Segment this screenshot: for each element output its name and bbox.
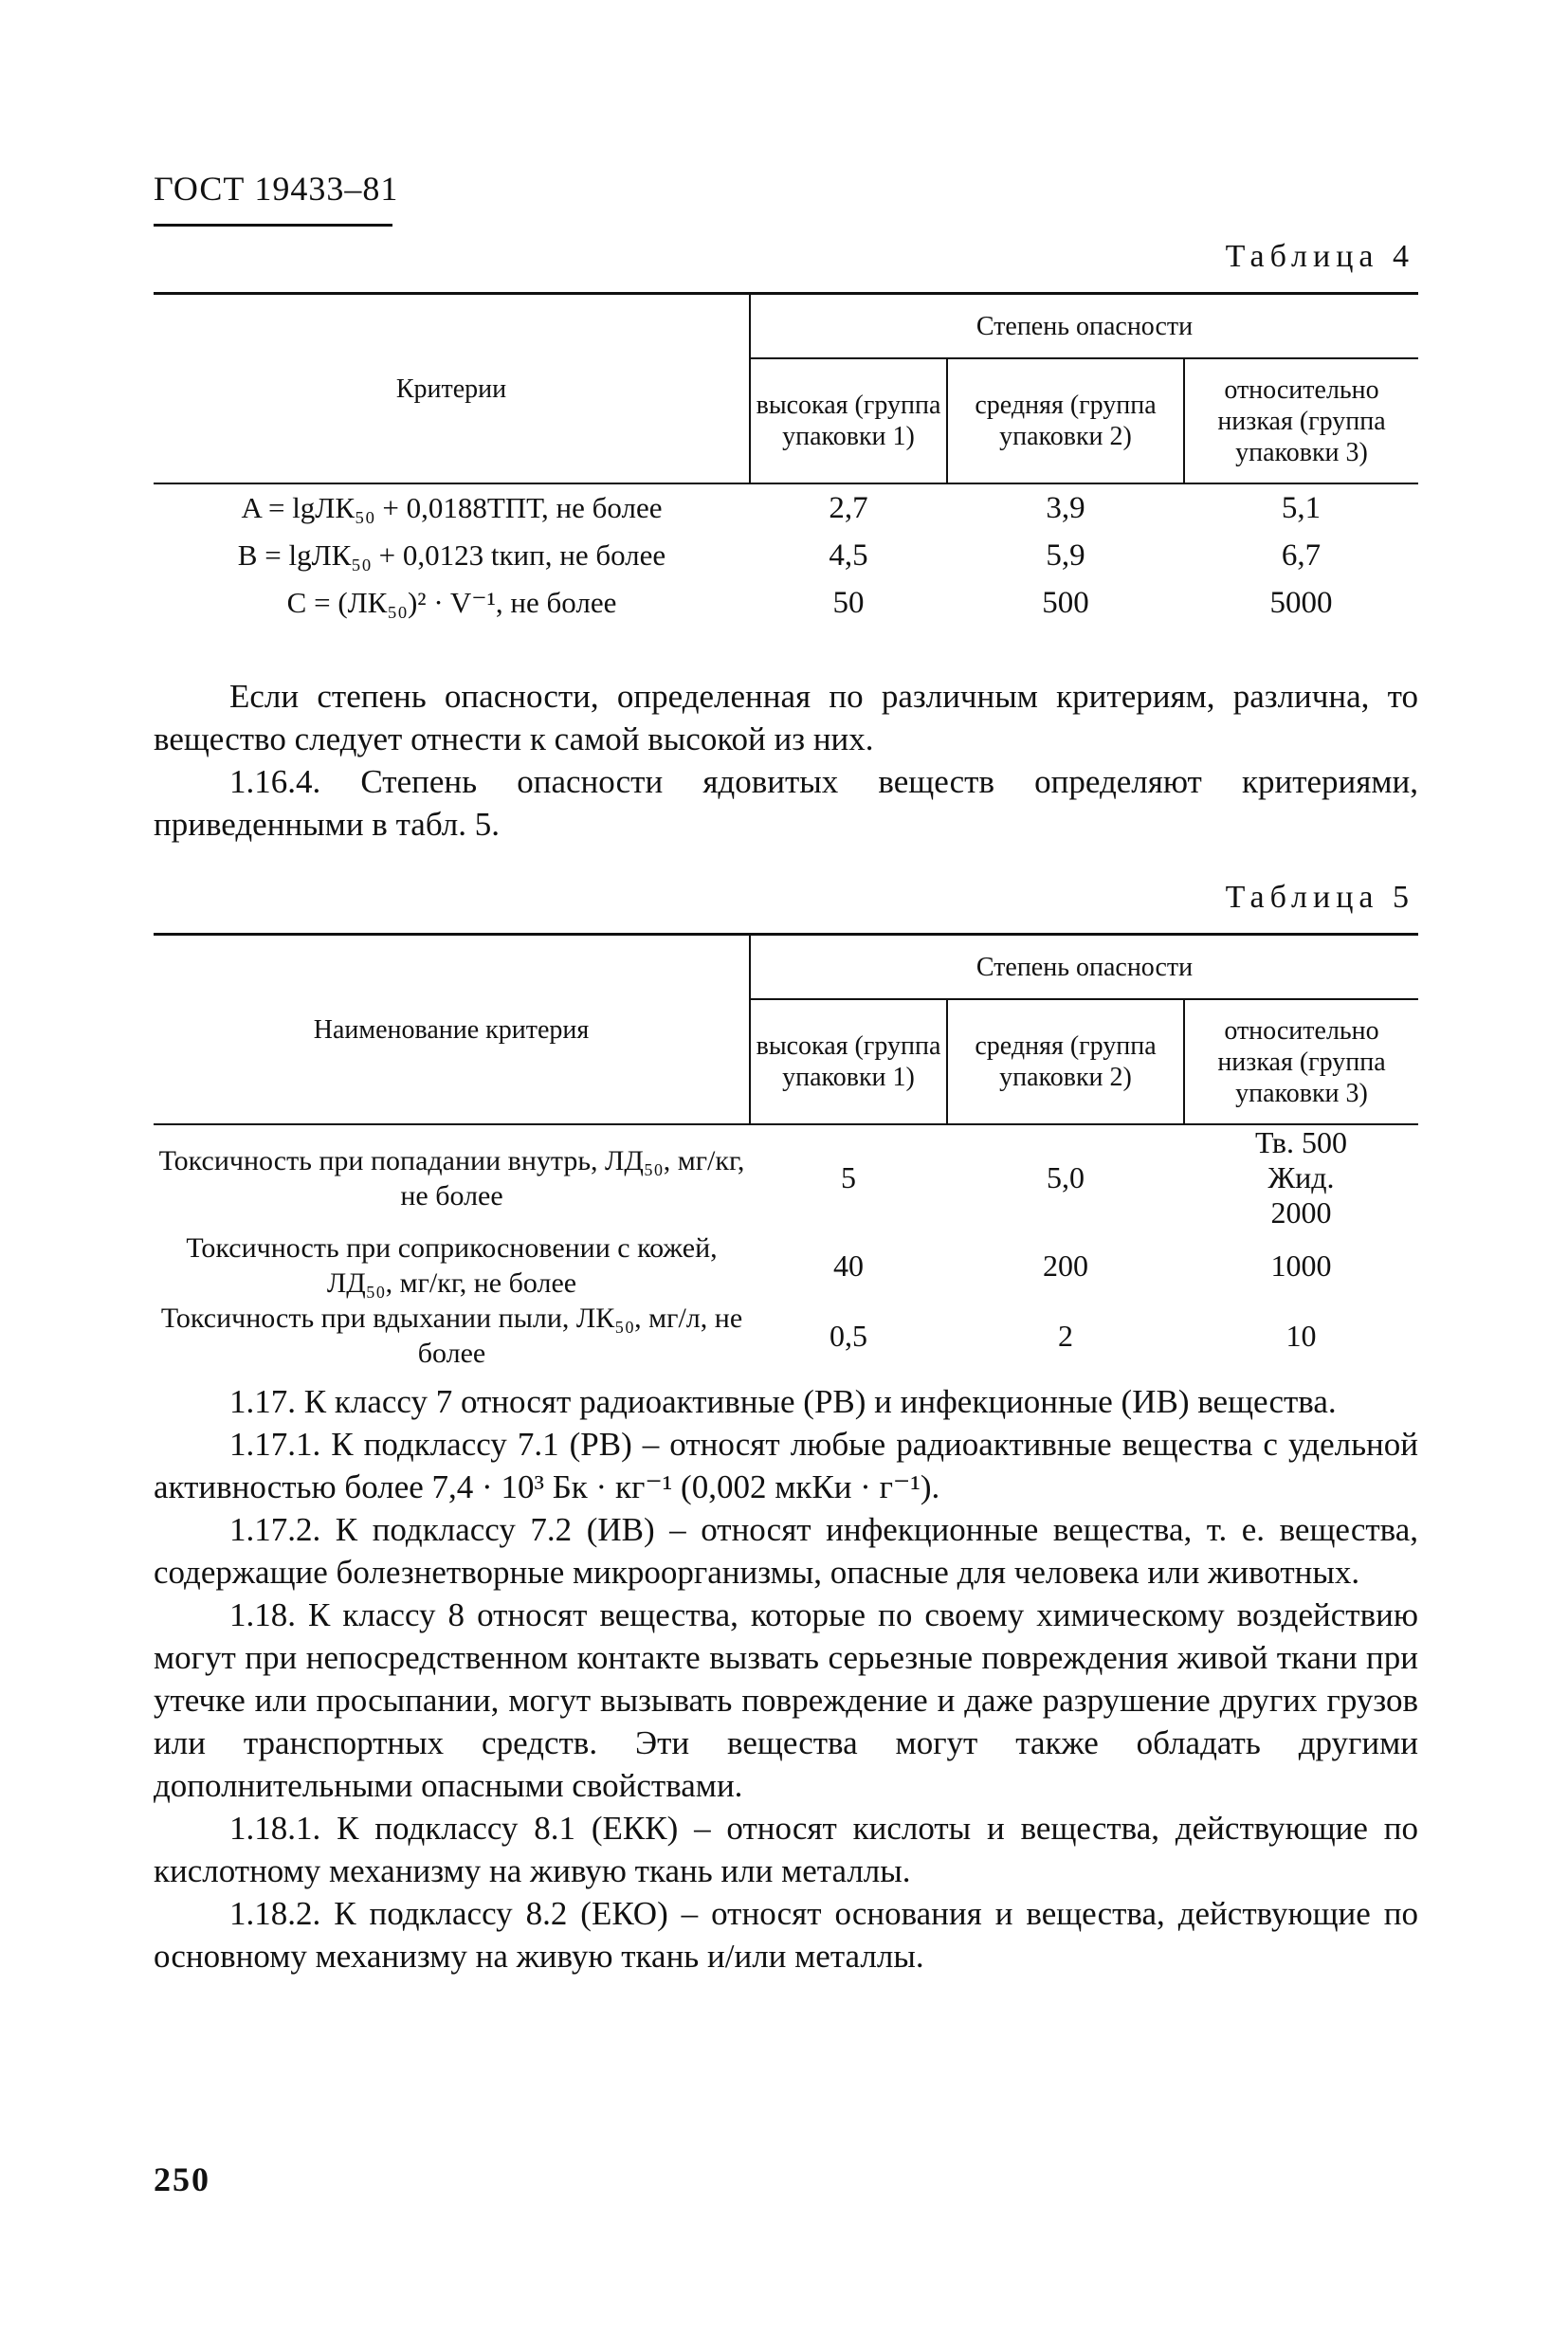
paragraph: 1.18. К классу 8 относят вещества, которые по своему химическому воздействию могут при непосредственном контакте вызвать серьезные повреждения живой ткани при утечке или просыпании, могут вызывать повреждение и даже разрушение других грузов или транспортных средств. Эти вещества могут также обладать другими дополнительными опасными свойствами. — [154, 1596, 1418, 1804]
table4-value: 5000 — [1269, 586, 1333, 620]
table5-sub-header: относительно низкая (группа упаковки 3) — [1184, 999, 1418, 1124]
table4-value: 50 — [832, 586, 865, 620]
paragraph: Если степень опасности, определенная по различным критериям, различна, то вещество следует отнести к самой высокой из них. — [154, 678, 1418, 757]
paragraph: 1.18.2. К подклассу 8.2 (ЕКО) – относят основания и вещества, действующие по основному механизму на живую ткань и/или металлы. — [154, 1895, 1418, 1975]
table4-criterion: B = lgЛК₅₀ + 0,0123 tкип, не более — [237, 538, 666, 572]
table-row — [154, 579, 1418, 627]
table5-value: 0,5 — [830, 1318, 867, 1353]
table4-criterion: C = (ЛК₅₀)² · V⁻¹, не более — [286, 586, 617, 619]
table4-value: 6,7 — [1281, 538, 1322, 573]
table5-value: 2 — [1058, 1318, 1073, 1353]
table5-criterion: Токсичность при вдыхании пыли, ЛК₅₀, мг/л, не более — [160, 1303, 743, 1369]
paragraph: 1.17.2. К подклассу 7.2 (ИВ) – относят инфекционные вещества, т. е. вещества, содержащие болезнетворные микроорганизмы, опасные для человека или животных. — [154, 1511, 1418, 1591]
table4-value: 2,7 — [829, 491, 868, 525]
table4-caption: Таблица 4 — [1225, 239, 1414, 274]
table5-group-header: Степень опасности — [750, 935, 1418, 1000]
table5-value: 5,0 — [1047, 1160, 1085, 1194]
running-head: ГОСТ 19433–81 — [154, 170, 399, 208]
table5-value: Тв. 500 Жид. 2000 — [1254, 1125, 1348, 1230]
table5-sub-header: средняя (группа упаковки 2) — [947, 999, 1184, 1124]
table-row — [154, 1124, 1418, 1230]
text-block-2 — [154, 1380, 1418, 1977]
paragraph: 1.17. К классу 7 относят радиоактивные (РВ) и инфекционные (ИВ) вещества. — [229, 1383, 1337, 1420]
table4-group-header: Степень опасности — [750, 294, 1418, 359]
table4-sub-header: относительно низкая (группа упаковки 3) — [1184, 358, 1418, 483]
page-number: 250 — [154, 2160, 210, 2198]
table4-value: 3,9 — [1046, 491, 1085, 525]
table4-sub-header: средняя (группа упаковки 2) — [947, 358, 1184, 483]
table4 — [154, 292, 1418, 627]
table5-value: 1000 — [1270, 1248, 1332, 1283]
table5-caption: Таблица 5 — [1225, 880, 1414, 915]
table5-value: 200 — [1043, 1248, 1088, 1283]
table-row — [154, 1301, 1418, 1371]
table5-criterion: Токсичность при попадании внутрь, ЛД₅₀, мг/кг, не более — [158, 1144, 745, 1212]
table5-criterion: Токсичность при соприкосновении с кожей, ЛД₅₀, мг/кг, не более — [186, 1232, 718, 1299]
table-row — [154, 532, 1418, 579]
table5-value: 40 — [833, 1248, 864, 1283]
table5 — [154, 933, 1418, 1371]
table-row — [154, 483, 1418, 532]
paragraph: 1.16.4. Степень опасности ядовитых веществ определяют критериями, приведенными в табл. 5. — [154, 763, 1418, 843]
table4-value: 4,5 — [829, 538, 868, 573]
table4-sub-header: высокая (группа упаковки 1) — [750, 358, 947, 483]
table5-col-criteria: Наименование критерия — [154, 935, 750, 1125]
paragraph: 1.17.1. К подклассу 7.1 (РВ) – относят любые радиоактивные вещества с удельной активностью более 7,4 · 10³ Бк · кг⁻¹ (0,002 мкКи · г⁻¹). — [154, 1426, 1418, 1505]
table4-value: 5,9 — [1046, 538, 1085, 573]
header-rule — [154, 224, 392, 227]
table5-sub-header: высокая (группа упаковки 1) — [750, 999, 947, 1124]
table4-value: 500 — [1042, 586, 1089, 620]
paragraph: 1.18.1. К подклассу 8.1 (ЕКК) – относят кислоты и вещества, действующие по кислотному механизму на живую ткань или металлы. — [154, 1810, 1418, 1889]
table-row — [154, 1230, 1418, 1301]
text-block-1 — [154, 675, 1418, 846]
table4-value: 5,1 — [1281, 491, 1322, 525]
table5-value: 5 — [841, 1160, 856, 1194]
table4-criterion: A = lgЛК₅₀ + 0,0188ТПТ, не более — [241, 491, 663, 524]
table4-col-criteria: Критерии — [154, 294, 750, 484]
table5-value: 10 — [1285, 1318, 1317, 1353]
